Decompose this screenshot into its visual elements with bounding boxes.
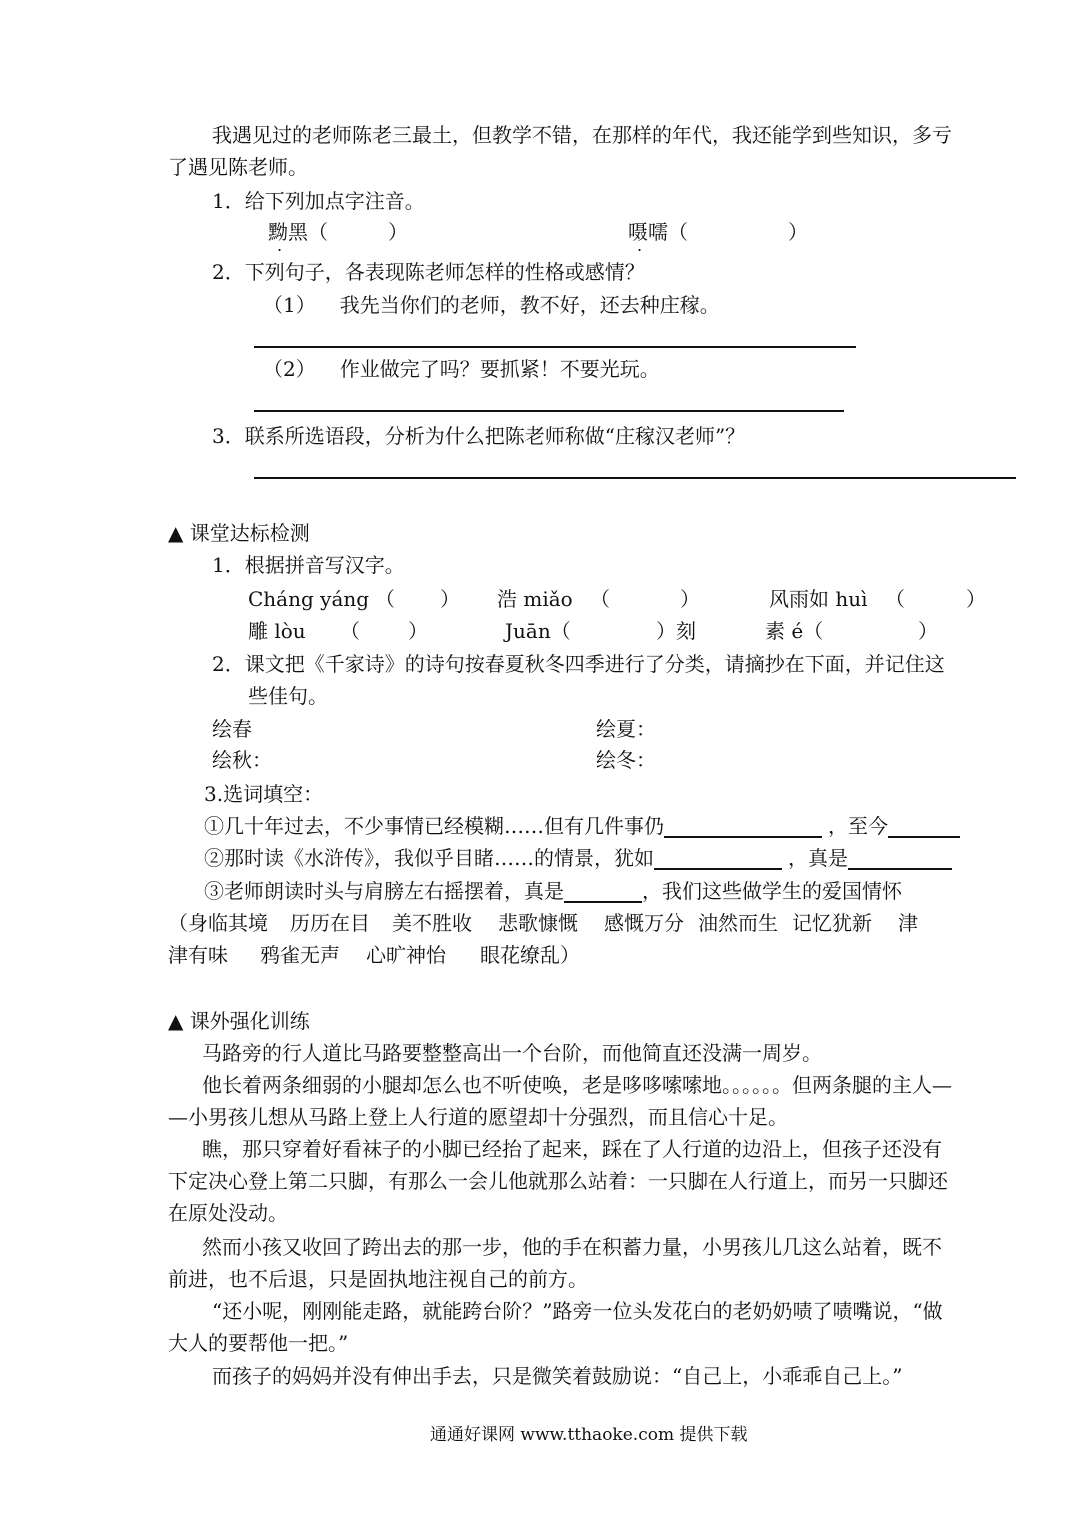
poem-task-line-1: 2．课文把《千家诗》的诗句按春夏秋冬四季进行了分类，请摘抄在下面，并记住这 [212, 652, 945, 676]
poem-task-line-2: 些佳句。 [248, 684, 328, 708]
fill-1-tail: ，至今 [828, 814, 888, 838]
section-heading-classroom: ▲ 课堂达标检测 [168, 521, 310, 545]
q1-word-2-close: ） [788, 220, 808, 244]
footer-credit: 通通好课网 www.tthaoke.com 提供下载 [430, 1425, 748, 1445]
dotted-char: 黝 [268, 220, 288, 244]
story-p3b: 下定决心登上第二只脚，有那么一会儿他就那么站着：一只脚在人行道上，而另一只脚还 [168, 1169, 948, 1193]
option: 油然而生 [698, 911, 778, 935]
answer-line[interactable] [254, 410, 844, 412]
story-p6: 而孩子的妈妈并没有伸出手去，只是微笑着鼓励说：“自己上，小乖乖自己上。” [212, 1364, 903, 1388]
story-p3a: 瞧，那只穿着好看袜子的小脚已经抬了起来，踩在了人行道的边沿上，但孩子还没有 [202, 1137, 942, 1161]
fill-1-text: ①几十年过去，不少事情已经模糊……但有几件事仍 [204, 814, 664, 838]
q2-s2-text: 作业做完了吗？要抓紧！不要光玩。 [339, 357, 660, 381]
blank-field[interactable] [888, 816, 960, 838]
fill-sentence-1 [204, 814, 960, 838]
blank-field[interactable] [564, 881, 642, 903]
passage-line-1: 我遇见过的老师陈老三最土，但教学不错，在那样的年代，我还能学到些知识，多亏 [212, 123, 952, 147]
option: 感慨万分 [604, 911, 684, 935]
pinyin-5: Juān（ [505, 619, 571, 643]
pinyin-5-rest[interactable]: ）刻 [656, 619, 696, 643]
pinyin-1: Cháng yáng [248, 587, 370, 611]
option: 悲歌慷慨 [498, 911, 578, 935]
option: 津有味 [168, 943, 228, 967]
q1-word-2-rest: 嚅（ [648, 220, 688, 244]
paren-open: （ [375, 587, 395, 611]
option: 鸦雀无声 [260, 943, 340, 967]
q1-word-1-rest: 黑（ [288, 220, 328, 244]
dotted-char: 嗫 [628, 220, 648, 244]
answer-line[interactable] [254, 477, 1016, 479]
fill-sentence-3 [204, 879, 902, 903]
paren-close[interactable]: ） [408, 619, 428, 643]
paren-close[interactable]: ） [918, 619, 938, 643]
label-summer: 绘夏： [596, 717, 656, 741]
fill-2-text: ②那时读《水浒传》，我似乎目睹……的情景，犹如 [204, 846, 654, 870]
word-options-line-2 [168, 943, 580, 967]
q3-title: 3．联系所选语段，分析为什么把陈老师称做“庄稼汉老师”？ [212, 424, 746, 448]
fill-3-tail: ，我们这些做学生的爱国情怀 [642, 879, 902, 903]
option: 心旷神怡 [366, 943, 446, 967]
pinyin-task-title: 1．根据拼音写汉字。 [212, 553, 405, 577]
story-p2a: 他长着两条细弱的小腿却怎么也不听使唤，老是哆哆嗦嗦地。。。。。。但两条腿的主人— [202, 1073, 952, 1097]
story-p3c: 在原处没动。 [168, 1201, 288, 1225]
story-p5b: 大人的要帮他一把。” [168, 1331, 349, 1355]
word-options-line-1 [168, 911, 918, 935]
passage-line-2: 了遇见陈老师。 [168, 155, 308, 179]
paren-open: （ [340, 619, 360, 643]
q2-s1-text: 我先当你们的老师，教不好，还去种庄稼。 [339, 293, 720, 317]
blank-field[interactable] [654, 848, 782, 870]
paren-open: （ [885, 587, 905, 611]
option: 记忆犹新 [792, 911, 872, 935]
paren-close[interactable]: ） [966, 587, 986, 611]
fill-task-title: 3.选词填空： [204, 782, 324, 806]
option: 眼花缭乱） [480, 943, 580, 967]
q1-word-1 [268, 220, 408, 244]
q2-title: 2．下列句子，各表现陈老师怎样的性格或感情？ [212, 260, 645, 284]
story-p4a: 然而小孩又收回了跨出去的那一步，他的手在积蓄力量，小男孩儿几这么站着，既不 [202, 1235, 942, 1259]
fill-3-text: ③老师朗读时头与肩膀左右摇摆着，真是 [204, 879, 564, 903]
label-spring: 绘春 [212, 717, 252, 741]
q2-s1-num: （1） [263, 293, 316, 317]
q1-word-1-close: ） [388, 220, 408, 244]
story-p1: 马路旁的行人道比马路要整整高出一个台阶，而他简直还没满一周岁。 [202, 1041, 822, 1065]
fill-sentence-2 [204, 846, 952, 870]
story-p2b: —小男孩儿想从马路上登上人行道的愿望却十分强烈，而且信心十足。 [168, 1105, 788, 1129]
paren-open: （ [590, 587, 610, 611]
q2-s2-num: （2） [263, 357, 316, 381]
q1-title: 1．给下列加点字注音。 [212, 189, 425, 213]
q1-word-2 [628, 220, 808, 244]
pinyin-6: 素 é（ [765, 619, 824, 643]
fill-2-tail: ，真是 [788, 846, 848, 870]
q2-sentence-1 [263, 293, 720, 317]
paren-close[interactable]: ） [440, 587, 460, 611]
label-winter: 绘冬： [596, 748, 656, 772]
q2-sentence-2 [263, 357, 660, 381]
section-heading-extracurricular: ▲ 课外强化训练 [168, 1009, 310, 1033]
pinyin-2: 浩 miǎo [497, 587, 573, 611]
blank-field[interactable] [664, 816, 822, 838]
label-autumn: 绘秋： [212, 748, 272, 772]
answer-line[interactable] [254, 346, 856, 348]
story-p4b: 前进，也不后退，只是固执地注视自己的前方。 [168, 1267, 588, 1291]
story-p5a: “还小呢，刚刚能走路，就能跨台阶？”路旁一位头发花白的老奶奶啧了啧嘴说，“做 [212, 1299, 943, 1323]
paren-close[interactable]: ） [680, 587, 700, 611]
option: 津 [898, 911, 918, 935]
option: 美不胜收 [392, 911, 472, 935]
option: 历历在目 [290, 911, 370, 935]
pinyin-4: 雕 lòu [248, 619, 306, 643]
blank-field[interactable] [848, 848, 952, 870]
option: （身临其境 [168, 911, 268, 935]
pinyin-3: 风雨如 huì [769, 587, 868, 611]
